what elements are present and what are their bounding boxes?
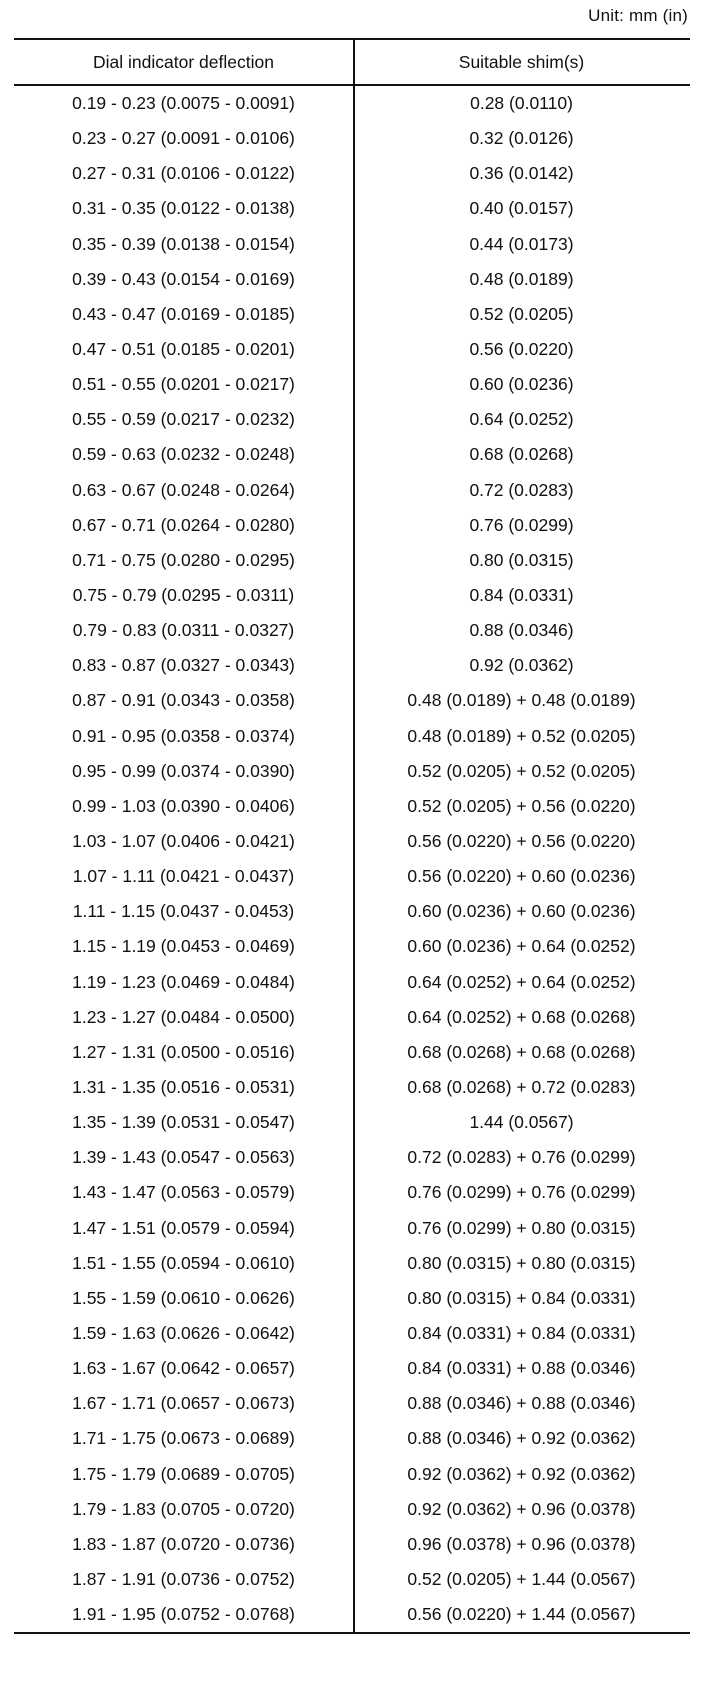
shim-cell: 0.68 (0.0268) + 0.72 (0.0283) [407,1077,636,1097]
shim-cell: 1.44 (0.0567) [469,1112,574,1133]
shim-cell: 0.76 (0.0299) [469,514,574,535]
deflection-cell: 1.67 - 1.71 (0.0657 - 0.0673) [72,1393,295,1414]
shim-cell: 0.56 (0.0220) [469,339,574,360]
deflection-cell: 1.71 - 1.75 (0.0673 - 0.0689) [72,1428,295,1449]
table-row [14,1140,690,1175]
deflection-cell: 1.59 - 1.63 (0.0626 - 0.0642) [72,1322,295,1343]
table-row [14,227,690,262]
shim-cell: 0.92 (0.0362) + 0.92 (0.0362) [407,1463,636,1484]
table-row [14,1456,690,1491]
deflection-cell: 1.31 - 1.35 (0.0516 - 0.0531) [72,1077,295,1097]
column-divider [353,86,355,1632]
table-row [14,929,690,964]
table-row [14,1105,690,1140]
table-row [14,156,690,191]
deflection-cell: 1.79 - 1.83 (0.0705 - 0.0720) [72,1498,295,1519]
shim-cell: 0.88 (0.0346) + 0.92 (0.0362) [407,1428,636,1449]
deflection-cell: 0.47 - 0.51 (0.0185 - 0.0201) [72,339,295,360]
shim-cell: 0.48 (0.0189) + 0.48 (0.0189) [407,690,636,711]
table-row [14,262,690,297]
table-row [14,332,690,367]
shim-cell: 0.88 (0.0346) [469,620,574,641]
table-row [14,1281,690,1316]
table-row [14,508,690,543]
shim-cell: 0.84 (0.0331) [469,585,574,606]
shim-cell: 0.48 (0.0189) [469,268,574,289]
deflection-cell: 1.43 - 1.47 (0.0563 - 0.0579) [72,1182,295,1203]
table-row [14,1246,690,1281]
deflection-cell: 0.79 - 0.83 (0.0311 - 0.0327) [72,620,295,641]
table-row [14,297,690,332]
table-row [14,1421,690,1456]
table-header-row [14,40,690,86]
table-row [14,824,690,859]
table-row [14,1035,690,1070]
deflection-cell: 1.83 - 1.87 (0.0720 - 0.0736) [72,1533,295,1554]
table-row [14,965,690,1000]
shim-cell: 0.84 (0.0331) + 0.84 (0.0331) [407,1322,636,1343]
deflection-cell: 0.51 - 0.55 (0.0201 - 0.0217) [72,374,295,395]
shim-cell: 0.64 (0.0252) + 0.68 (0.0268) [407,1006,636,1027]
deflection-cell: 0.35 - 0.39 (0.0138 - 0.0154) [72,233,295,254]
deflection-cell: 1.11 - 1.15 (0.0437 - 0.0453) [72,901,295,922]
shim-cell: 0.60 (0.0236) [469,374,574,395]
deflection-cell: 1.39 - 1.43 (0.0547 - 0.0563) [72,1147,295,1168]
deflection-cell: 0.99 - 1.03 (0.0390 - 0.0406) [72,795,295,816]
shim-cell: 0.88 (0.0346) + 0.88 (0.0346) [407,1393,636,1414]
deflection-cell: 0.75 - 0.79 (0.0295 - 0.0311) [72,585,295,606]
deflection-cell: 0.23 - 0.27 (0.0091 - 0.0106) [72,128,295,149]
table-row [14,859,690,894]
shim-cell: 0.52 (0.0205) + 1.44 (0.0567) [407,1568,636,1589]
shim-cell: 0.56 (0.0220) + 0.60 (0.0236) [407,866,636,887]
shim-selection-table [14,38,690,1634]
table-row [14,1316,690,1351]
table-row [14,191,690,226]
deflection-cell: 0.91 - 0.95 (0.0358 - 0.0374) [72,725,295,746]
table-row [14,613,690,648]
shim-cell: 0.68 (0.0268) + 0.68 (0.0268) [407,1041,636,1062]
shim-cell: 0.80 (0.0315) [469,549,574,570]
table-row [14,367,690,402]
table-row [14,121,690,156]
shim-cell: 0.52 (0.0205) [469,303,574,324]
shim-cell: 0.72 (0.0283) + 0.76 (0.0299) [407,1147,636,1168]
column-divider [353,40,355,84]
shim-cell: 0.80 (0.0315) + 0.84 (0.0331) [407,1287,636,1308]
shim-cell: 0.28 (0.0110) [470,93,573,114]
shim-cell: 0.60 (0.0236) + 0.60 (0.0236) [407,901,636,922]
table-row [14,1070,690,1105]
shim-cell: 0.56 (0.0220) + 0.56 (0.0220) [407,831,636,852]
deflection-cell: 1.55 - 1.59 (0.0610 - 0.0626) [72,1287,295,1308]
table-row [14,1527,690,1562]
deflection-cell: 0.83 - 0.87 (0.0327 - 0.0343) [72,655,295,676]
table-row [14,1492,690,1527]
shim-cell: 0.32 (0.0126) [469,128,574,149]
shim-cell: 0.44 (0.0173) [469,233,574,254]
shim-cell: 0.96 (0.0378) + 0.96 (0.0378) [407,1533,636,1554]
header-deflection: Dial indicator deflection [93,51,274,72]
deflection-cell: 1.03 - 1.07 (0.0406 - 0.0421) [72,831,295,852]
deflection-cell: 1.75 - 1.79 (0.0689 - 0.0705) [72,1463,295,1484]
deflection-cell: 0.39 - 0.43 (0.0154 - 0.0169) [72,268,295,289]
table-row [14,648,690,683]
shim-cell: 0.84 (0.0331) + 0.88 (0.0346) [407,1358,636,1379]
deflection-cell: 1.27 - 1.31 (0.0500 - 0.0516) [72,1041,295,1062]
deflection-cell: 1.47 - 1.51 (0.0579 - 0.0594) [72,1217,295,1238]
table-row [14,683,690,718]
shim-cell: 0.92 (0.0362) + 0.96 (0.0378) [407,1498,636,1519]
deflection-cell: 1.35 - 1.39 (0.0531 - 0.0547) [72,1112,295,1133]
deflection-cell: 1.19 - 1.23 (0.0469 - 0.0484) [72,971,295,992]
deflection-cell: 1.07 - 1.11 (0.0421 - 0.0437) [72,866,295,887]
deflection-cell: 1.51 - 1.55 (0.0594 - 0.0610) [72,1252,295,1273]
header-shims: Suitable shim(s) [458,51,585,72]
table-row [14,1562,690,1597]
shim-cell: 0.80 (0.0315) + 0.80 (0.0315) [407,1252,636,1273]
table-row [14,894,690,929]
table-row [14,789,690,824]
deflection-cell: 1.91 - 1.95 (0.0752 - 0.0768) [72,1604,295,1625]
shim-cell: 0.76 (0.0299) + 0.80 (0.0315) [407,1217,636,1238]
deflection-cell: 1.63 - 1.67 (0.0642 - 0.0657) [72,1358,295,1379]
table-row [14,402,690,437]
shim-cell: 0.36 (0.0142) [469,163,574,184]
deflection-cell: 1.23 - 1.27 (0.0484 - 0.0500) [72,1006,295,1027]
deflection-cell: 0.31 - 0.35 (0.0122 - 0.0138) [72,198,295,219]
table-row [14,1351,690,1386]
table-row [14,437,690,472]
table-row [14,719,690,754]
table-row [14,1597,690,1632]
deflection-cell: 1.15 - 1.19 (0.0453 - 0.0469) [72,936,295,957]
table-row [14,473,690,508]
shim-cell: 0.72 (0.0283) [469,479,574,500]
deflection-cell: 0.67 - 0.71 (0.0264 - 0.0280) [72,514,295,535]
table-row [14,1386,690,1421]
table-row [14,1000,690,1035]
shim-cell: 0.68 (0.0268) [469,444,574,465]
table-row [14,1211,690,1246]
shim-cell: 0.52 (0.0205) + 0.56 (0.0220) [407,795,636,816]
table-row [14,1175,690,1210]
table-bottom-rule [14,1632,690,1634]
deflection-cell: 0.95 - 0.99 (0.0374 - 0.0390) [72,760,295,781]
deflection-cell: 0.71 - 0.75 (0.0280 - 0.0295) [72,549,295,570]
shim-cell: 0.64 (0.0252) [469,409,574,430]
shim-cell: 0.56 (0.0220) + 1.44 (0.0567) [407,1604,636,1625]
deflection-cell: 0.27 - 0.31 (0.0106 - 0.0122) [72,163,295,184]
shim-cell: 0.76 (0.0299) + 0.76 (0.0299) [407,1182,636,1203]
deflection-cell: 0.55 - 0.59 (0.0217 - 0.0232) [72,409,295,430]
deflection-cell: 0.43 - 0.47 (0.0169 - 0.0185) [72,303,295,324]
shim-cell: 0.60 (0.0236) + 0.64 (0.0252) [407,936,636,957]
deflection-cell: 0.87 - 0.91 (0.0343 - 0.0358) [72,690,295,711]
deflection-cell: 0.59 - 0.63 (0.0232 - 0.0248) [72,444,295,465]
table-row [14,754,690,789]
shim-cell: 0.48 (0.0189) + 0.52 (0.0205) [407,725,636,746]
table-row [14,86,690,121]
unit-label: Unit: mm (in) [588,6,688,25]
table-row [14,578,690,613]
table-row [14,543,690,578]
deflection-cell: 0.19 - 0.23 (0.0075 - 0.0091) [72,93,295,114]
deflection-cell: 0.63 - 0.67 (0.0248 - 0.0264) [72,479,295,500]
shim-cell: 0.92 (0.0362) [469,655,574,676]
shim-cell: 0.64 (0.0252) + 0.64 (0.0252) [407,971,636,992]
table-body [14,86,690,1632]
shim-cell: 0.40 (0.0157) [469,198,574,219]
shim-cell: 0.52 (0.0205) + 0.52 (0.0205) [407,760,636,781]
deflection-cell: 1.87 - 1.91 (0.0736 - 0.0752) [72,1568,295,1589]
